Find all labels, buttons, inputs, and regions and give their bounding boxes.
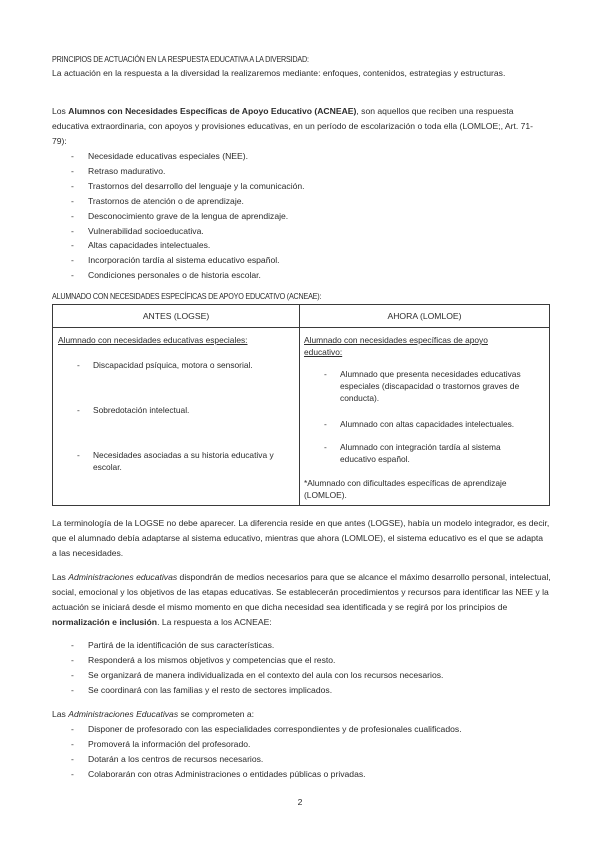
left-item: - Necesidades asociadas a su historia educativa y escolar. [77,450,274,472]
admin-mid: dispondrán de medios necesarios para que se alcance el máximo desarrollo personal, intelectual, social, emocional y los objetivos de las etapas educativas. Se establecerán procedimientos y recursos para identificar las NEE y la actuación se iniciará desde el mismo momento en que dicha necesidad sea identificada y se regirá por los principios de [52,572,551,612]
list-item: - Dotarán a los centros de recursos necesarios. [52,752,552,767]
right-column-note: *Alumnado con dificultades específicas de aprendizaje (LOMLOE). [304,478,507,500]
left-item-text: Necesidades asociadas a su historia educativa y escolar. [93,450,274,472]
list-item: - Se organizará de manera individualizada en el contexto del aula con los recursos necesarios. [52,668,552,683]
left-item-text: Sobredotación intelectual. [93,405,190,415]
list-item: - Desconocimiento grave de la lengua de aprendizaje. [52,209,552,224]
left-item-text: Discapacidad psíquica, motora o sensorial. [93,360,253,370]
table-title: ALUMNADO CON NECESIDADES ESPECÍFICAS DE APOYO EDUCATIVO (ACNEAE): [52,291,322,301]
comparison-table [52,304,550,506]
acneae-rest: , son aquellos que reciben una respuesta educativa extraordinaria, con apoyos y provisiones educativas, en un período de escolarización o toda ella (LOMLOE;, Art. 71-79): [52,106,534,146]
right-item: - Alumnado con altas capacidades intelectuales. [324,419,515,429]
page-number: 2 [297,797,303,807]
right-item-text: Alumnado que presenta necesidades educativas especiales (discapacidad o trastornos graves de conducta). [340,369,521,403]
list-item: - Incorporación tardía al sistema educativo español. [52,253,552,268]
list-item: - Promoverá la información del profesorado. [52,737,552,752]
left-column-heading: Alumnado con necesidades educativas especiales: [58,335,248,345]
list-item: - Colaborarán con otras Administraciones o entidades públicas o privadas. [52,767,552,782]
acneae-bold-term: Alumnos con Necesidades Específicas de Apoyo Educativo (ACNEAE) [68,106,357,116]
acneae-list [52,149,552,283]
admin-tail: . La respuesta a los ACNEAE: [157,617,272,627]
list-item: - Disponer de profesorado con las especialidades correspondientes y de profesionales cualificados. [52,722,552,737]
commitment-list [52,722,552,782]
admin-bold-term: normalización e inclusión [52,617,158,627]
list-item: - Trastornos de atención o de aprendizaje. [52,194,552,209]
table-divider [299,305,300,505]
table-header-antes: ANTES (LOGSE) [142,311,210,321]
administrations-paragraph [52,570,552,630]
right-item-text: Alumnado con integración tardía al sistema educativo español. [340,442,501,464]
left-item: - Discapacidad psíquica, motora o sensorial. [77,360,253,370]
admin-response-list [52,638,552,698]
terminology-paragraph: La terminología de la LOGSE no debe aparecer. La diferencia reside en que antes (LOGSE), había un modelo integrador, es decir, que el alumnado debía adaptarse al sistema educativo, mientras que ahora (LOMLOE), el sistema educativo es el que se adapta a las necesidades. [52,518,550,558]
commit-lead: Las [52,709,69,719]
section-intro-paragraph: La actuación en la respuesta a la diversidad la realizaremos mediante: enfoques, contenidos, estrategias y estructuras. [52,68,506,78]
list-item: - Se coordinará con las familias y el resto de sectores implicados. [52,683,552,698]
right-item: - Alumnado con integración tardía al sistema educativo español. [324,442,501,464]
list-item: - Retraso madurativo. [52,164,552,179]
commitment-paragraph [52,707,552,722]
right-column-heading: Alumnado con necesidades específicas de apoyo educativo: [304,335,488,357]
list-item: - Responderá a los mismos objetivos y competencias que el resto. [52,653,552,668]
admin-lead: Las [52,572,69,582]
table-header-ahora: AHORA (LOMLOE) [387,311,462,321]
list-item: - Necesidade educativas especiales (NEE). [52,149,552,164]
admin-italic-term: Administraciones educativas [68,572,178,582]
list-item: - Partirá de la identificación de sus características. [52,638,552,653]
list-item: - Altas capacidades intelectuales. [52,238,552,253]
list-item: - Vulnerabilidad socioeducativa. [52,224,552,239]
section-title-principles: PRINCIPIOS DE ACTUACIÓN EN LA RESPUESTA EDUCATIVA A LA DIVERSIDAD: [52,54,309,64]
left-item: - Sobredotación intelectual. [77,405,190,415]
acneae-lead: Los [52,106,69,116]
commit-tail: se comprometen a: [178,709,255,719]
acneae-definition-paragraph [52,104,547,149]
list-item: - Trastornos del desarrollo del lenguaje y la comunicación. [52,179,552,194]
right-item-text: Alumnado con altas capacidades intelectuales. [340,419,515,429]
right-item: - Alumnado que presenta necesidades educativas especiales (discapacidad o trastornos graves de conducta). [324,369,521,403]
commit-italic-term: Administraciones Educativas [68,709,179,719]
list-item: - Condiciones personales o de historia escolar. [52,268,552,283]
